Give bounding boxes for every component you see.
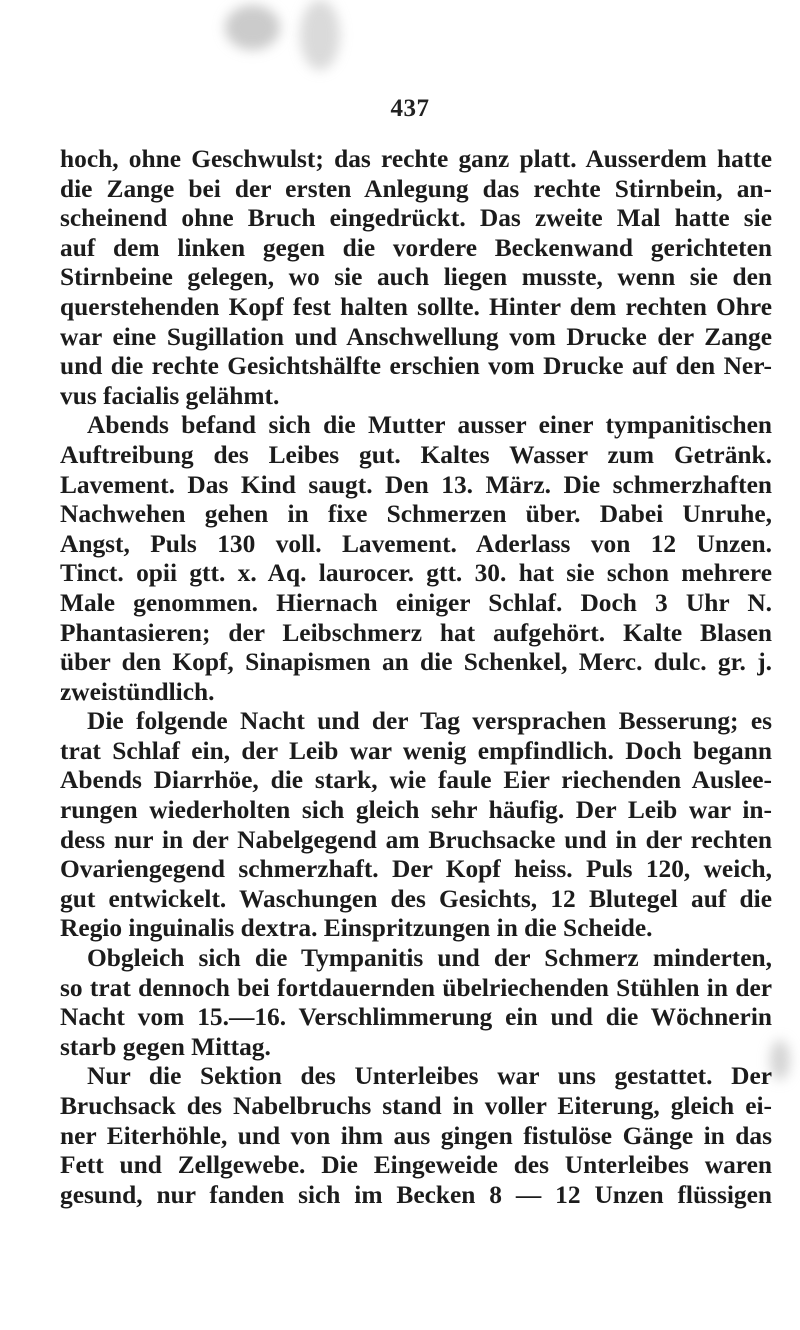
text-line: zweistündlich.	[60, 677, 215, 706]
text-line: war eine Sugillation und Anschwellung vom Drucke der Zange	[60, 322, 772, 351]
text-line: Auftreibung des Leibes gut. Kaltes Wasser zum Getränk.	[60, 440, 772, 469]
text-line: hoch, ohne Geschwulst; das rechte ganz platt. Ausserdem hatte	[60, 145, 772, 173]
text-line: starb gegen Mittag.	[60, 1032, 271, 1061]
text-line: und die rechte Gesichtshälfte erschien vom Drucke auf den Ner-	[60, 352, 772, 381]
text-line: Fett und Zellgewebe. Die Eingeweide des Unterleibes waren	[60, 1151, 772, 1180]
text-line: Die folgende Nacht und der Tag versprachen Besserung; es	[87, 707, 772, 736]
text-line: Abends Diarrhöe, die stark, wie faule Eier riechenden Auslee-	[60, 766, 772, 795]
page-number: 437	[390, 95, 430, 122]
text-line: gut entwickelt. Waschungen des Gesichts, 12 Blutegel auf die	[60, 884, 772, 913]
paper-stain	[300, 0, 340, 70]
text-line: rungen wiederholten sich gleich sehr häufig. Der Leib war in-	[60, 796, 772, 825]
text-line: Ovariengegend schmerzhaft. Der Kopf heiss. Puls 120, weich,	[60, 855, 772, 884]
text-line: so trat dennoch bei fortdauernden übelriechenden Stühlen in der	[60, 973, 772, 1002]
text-line: Stirnbeine gelegen, wo sie auch liegen musste, wenn sie den	[60, 263, 772, 292]
text-line: Angst, Puls 130 voll. Lavement. Aderlass von 12 Unzen.	[60, 529, 772, 558]
text-line: scheinend ohne Bruch eingedrückt. Das zweite Mal hatte sie	[60, 204, 772, 233]
text-line: Nur die Sektion des Unterleibes war uns gestattet. Der	[87, 1062, 772, 1091]
body-text	[60, 145, 772, 1210]
text-line: Regio inguinalis dextra. Einspritzungen in die Scheide.	[60, 914, 653, 943]
text-line: Nachwehen gehen in fixe Schmerzen über. Dabei Unruhe,	[60, 500, 772, 529]
text-line: gesund, nur fanden sich im Becken 8 — 12 Unzen flüssigen	[60, 1180, 772, 1209]
text-line: Tinct. opii gtt. x. Aq. laurocer. gtt. 30. hat sie schon mehrere	[60, 559, 772, 588]
text-line: ner Eiterhöhle, und von ihm aus gingen fistulöse Gänge in das	[60, 1121, 772, 1150]
text-line: Male genommen. Hiernach einiger Schlaf. Doch 3 Uhr N.	[60, 588, 772, 617]
text-line: Bruchsack des Nabelbruchs stand in voller Eiterung, gleich ei-	[60, 1092, 772, 1120]
text-line: die Zange bei der ersten Anlegung das rechte Stirnbein, an-	[60, 174, 772, 203]
text-line: vus facialis gelähmt.	[60, 381, 280, 410]
paper-stain	[770, 1040, 790, 1080]
text-line: Nacht vom 15.—16. Verschlimmerung ein und die Wöchnerin	[60, 1003, 772, 1032]
text-line: über den Kopf, Sinapismen an die Schenkel, Merc. dulc. gr. j.	[60, 648, 772, 677]
text-line: trat Schlaf ein, der Leib war wenig empfindlich. Doch begann	[60, 736, 772, 765]
text-line: Obgleich sich die Tympanitis und der Schmerz minderten,	[87, 944, 772, 973]
text-line: dess nur in der Nabelgegend am Bruchsacke und in der rechten	[60, 825, 772, 854]
text-line: Lavement. Das Kind saugt. Den 13. März. Die schmerzhaften	[60, 470, 772, 499]
text-line: Abends befand sich die Mutter ausser einer tympanitischen	[87, 411, 772, 440]
text-line: Phantasieren; der Leibschmerz hat aufgehört. Kalte Blasen	[60, 618, 772, 647]
paper-stain	[225, 5, 280, 50]
text-line: querstehenden Kopf fest halten sollte. Hinter dem rechten Ohre	[60, 292, 772, 321]
text-line: auf dem linken gegen die vordere Beckenwand gerichteten	[60, 233, 772, 262]
